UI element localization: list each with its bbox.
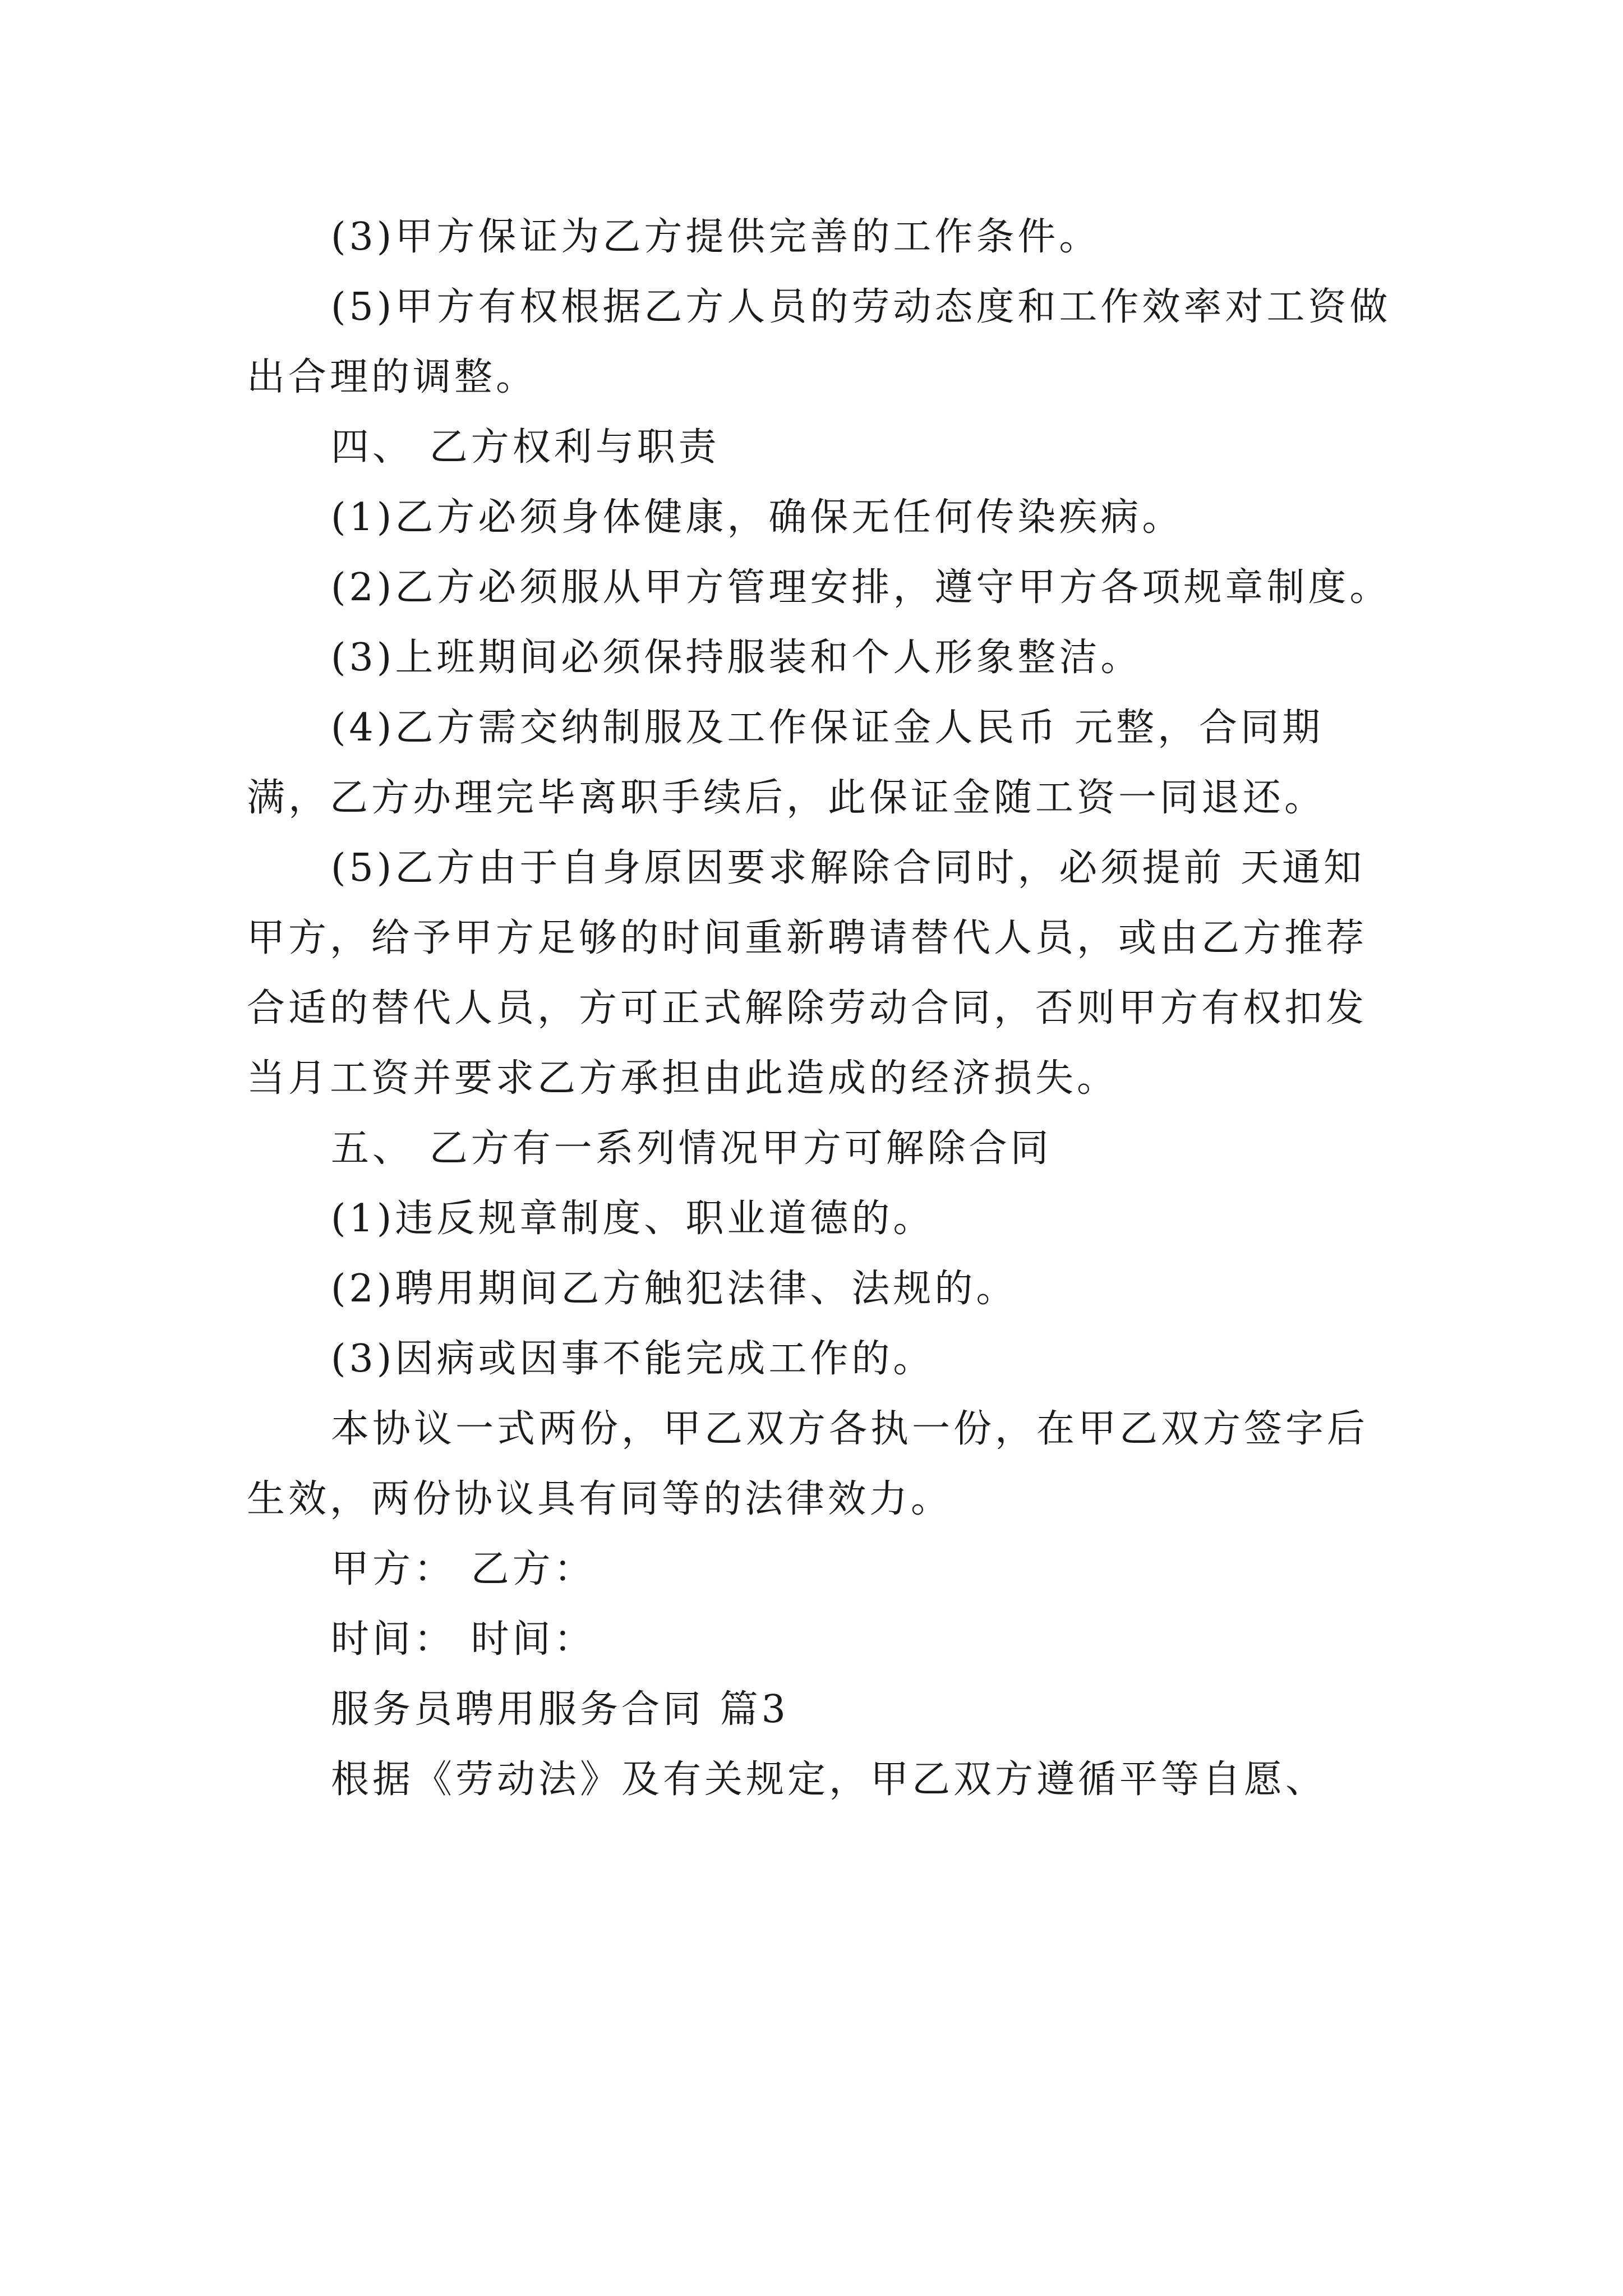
document-body	[247, 202, 1396, 1815]
paragraph: (5)乙方由于自身原因要求解除合同时，必须提前 天通知甲方，给予甲方足够的时间重新聘请替代人员，或由乙方推荐合适的替代人员，方可正式解除劳动合同，否则甲方有权扣发当月工资并要求乙方承担由此造成的经济损失。	[247, 846, 1368, 1101]
paragraph: (5)甲方有权根据乙方人员的劳动态度和工作效率对工资做出合理的调整。	[247, 285, 1391, 399]
paragraph: (2)乙方必须服从甲方管理安排，遵守甲方各项规章制度。	[331, 565, 1391, 610]
contract-title: 服务员聘用服务合同 篇3	[331, 1687, 789, 1732]
section-heading: 四、 乙方权利与职责	[331, 425, 720, 470]
paragraph: (3)甲方保证为乙方提供完善的工作条件。	[331, 215, 1101, 259]
signature-line: 甲方： 乙方：	[331, 1547, 596, 1591]
paragraph: (1)乙方必须身体健康，确保无任何传染疾病。	[331, 495, 1184, 540]
paragraph: 根据《劳动法》及有关规定，甲乙双方遵循平等自愿、	[331, 1757, 1327, 1802]
paragraph: (1)违反规章制度、职业道德的。	[331, 1197, 935, 1241]
section-heading: 五、 乙方有一系列情况甲方可解除合同	[331, 1126, 1052, 1171]
paragraph: 本协议一式两份，甲乙双方各执一份，在甲乙双方签字后生效，两份协议具有同等的法律效力。	[247, 1407, 1369, 1521]
paragraph: (3)因病或因事不能完成工作的。	[331, 1337, 935, 1381]
paragraph: (3)上班期间必须保持服装和个人形象整洁。	[331, 636, 1142, 680]
date-line: 时间： 时间：	[331, 1617, 596, 1662]
paragraph: (2)聘用期间乙方触犯法律、法规的。	[331, 1267, 1018, 1311]
paragraph: (4)乙方需交纳制服及工作保证金人民币 元整，合同期满，乙方办理完毕离职手续后，此保证金随工资一同退还。	[247, 706, 1326, 820]
